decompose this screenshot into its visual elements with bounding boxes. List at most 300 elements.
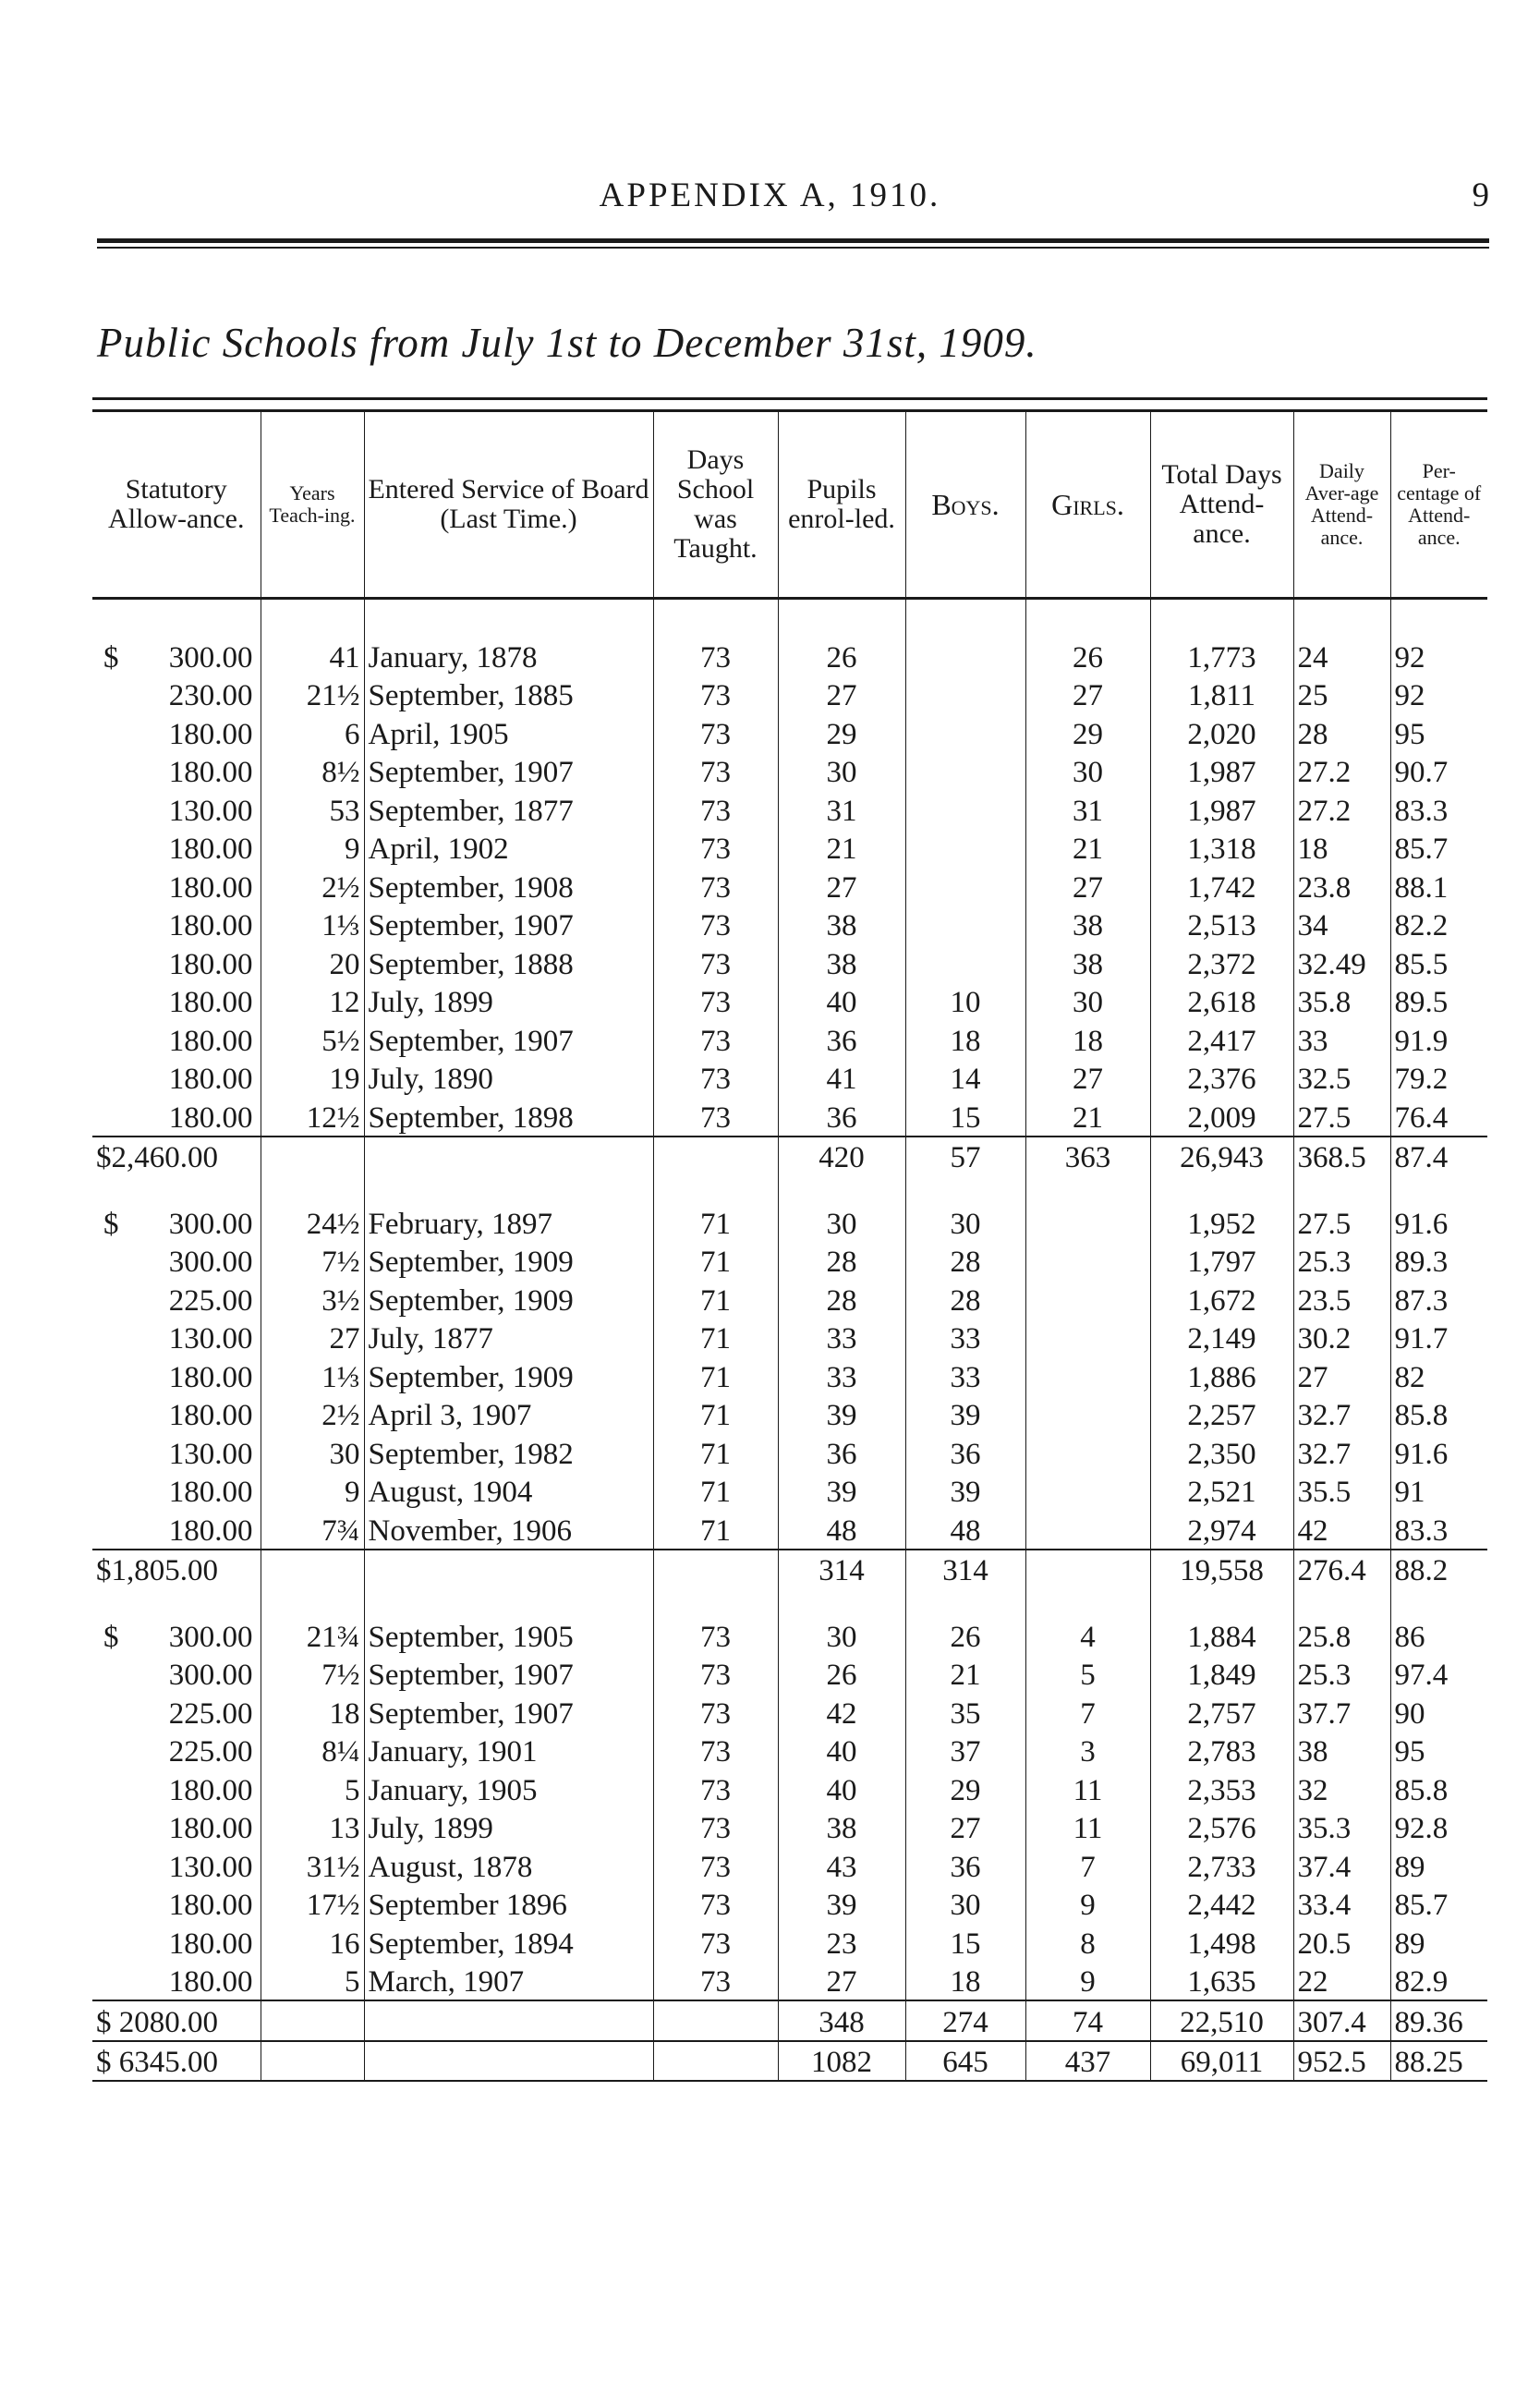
years-teaching: 9 <box>261 1472 364 1511</box>
statutory-allowance <box>92 829 261 868</box>
girls: 9 <box>1025 1962 1150 2001</box>
boys <box>905 906 1025 944</box>
percentage: 82 <box>1394 1360 1425 1394</box>
girls: 29 <box>1025 713 1150 752</box>
girls: 30 <box>1025 982 1150 1021</box>
girls: 8 <box>1025 1923 1150 1962</box>
boys: 21 <box>905 1655 1025 1694</box>
daily-average: 34 <box>1293 906 1390 944</box>
boys: 28 <box>905 1242 1025 1281</box>
total-pupils-enrolled: 348 <box>778 2000 905 2041</box>
total-days-attendance: 1,635 <box>1150 1962 1293 2001</box>
boys <box>905 829 1025 868</box>
statutory-allowance <box>92 1923 261 1962</box>
amount: 130.00 <box>168 1322 253 1355</box>
total-days-attendance: 2,372 <box>1150 943 1293 982</box>
years-teaching: 12½ <box>261 1097 364 1137</box>
years-teaching: 24½ <box>261 1203 364 1242</box>
total-days-attendance: 2,009 <box>1150 1097 1293 1137</box>
table-row <box>92 1433 1487 1472</box>
boys: 18 <box>905 1020 1025 1059</box>
schools-table-wrap <box>92 397 1487 2082</box>
pupils-enrolled: 30 <box>778 1616 905 1655</box>
total-days-attendance: 1,884 <box>1150 1616 1293 1655</box>
percentage: 85.5 <box>1394 947 1449 981</box>
days-taught: 73 <box>653 982 778 1021</box>
years-teaching: 7½ <box>261 1655 364 1694</box>
table-row <box>92 1655 1487 1694</box>
years-teaching: 1⅓ <box>261 906 364 944</box>
days-taught: 73 <box>653 1020 778 1059</box>
entered-service: September, 1907 <box>364 1693 653 1732</box>
table-row <box>92 1732 1487 1770</box>
table-row <box>92 1356 1487 1395</box>
amount: 130.00 <box>168 1437 253 1471</box>
total-days-attendance: 2,576 <box>1150 1808 1293 1847</box>
pupils-enrolled: 39 <box>778 1472 905 1511</box>
header-row <box>92 411 1487 599</box>
total-days-attendance: 1,672 <box>1150 1280 1293 1319</box>
years-teaching: 2½ <box>261 867 364 906</box>
days-taught: 73 <box>653 752 778 791</box>
statutory-allowance <box>92 1510 261 1550</box>
total-days-taught <box>653 1137 778 1176</box>
pupils-enrolled: 23 <box>778 1923 905 1962</box>
col-pupils-enrolled: Pupils enrol-led. <box>778 411 905 599</box>
table-row <box>92 1242 1487 1281</box>
girls: 26 <box>1025 637 1150 675</box>
daily-average: 33.4 <box>1293 1885 1390 1924</box>
boys <box>905 790 1025 829</box>
girls: 21 <box>1025 829 1150 868</box>
statutory-allowance <box>92 1808 261 1847</box>
amount: 180.00 <box>168 1927 253 1961</box>
boys <box>905 675 1025 714</box>
total-girls: 363 <box>1025 1137 1150 1176</box>
total-days-attendance: 2,521 <box>1150 1472 1293 1511</box>
days-taught: 73 <box>653 943 778 982</box>
percentage: 95 <box>1394 1735 1425 1769</box>
percentage: 88.1 <box>1394 870 1449 905</box>
dollar-sign: $ <box>103 640 119 675</box>
total-pupils-enrolled: 314 <box>778 1550 905 1589</box>
boys: 48 <box>905 1510 1025 1550</box>
amount: 180.00 <box>168 1812 253 1845</box>
table-row <box>92 906 1487 944</box>
pupils-enrolled: 38 <box>778 906 905 944</box>
table-row <box>92 1059 1487 1098</box>
years-teaching: 18 <box>261 1693 364 1732</box>
amount: 180.00 <box>168 833 253 866</box>
percentage: 76.4 <box>1394 1100 1449 1135</box>
total-days-attendance: 1,773 <box>1150 637 1293 675</box>
years-teaching: 30 <box>261 1433 364 1472</box>
years-teaching: 41 <box>261 637 364 675</box>
col-girls: Girls. <box>1025 411 1150 599</box>
days-taught: 73 <box>653 829 778 868</box>
percentage: 91.7 <box>1394 1322 1449 1355</box>
amount: 180.00 <box>168 986 253 1019</box>
years-teaching: 7¾ <box>261 1510 364 1550</box>
total-days-attendance: 2,757 <box>1150 1693 1293 1732</box>
entered-service: January, 1878 <box>364 637 653 675</box>
total-days-attendance: 2,783 <box>1150 1732 1293 1770</box>
days-taught: 73 <box>653 637 778 675</box>
pupils-enrolled: 41 <box>778 1059 905 1098</box>
total-days-attendance: 2,020 <box>1150 713 1293 752</box>
statutory-allowance <box>92 1280 261 1319</box>
daily-average: 23.5 <box>1293 1280 1390 1319</box>
days-taught: 73 <box>653 1769 778 1808</box>
days-taught: 73 <box>653 1808 778 1847</box>
table-row <box>92 1395 1487 1434</box>
total-daily-average: 276.4 <box>1293 1550 1390 1589</box>
boys: 27 <box>905 1808 1025 1847</box>
percentage: 89.5 <box>1394 986 1449 1019</box>
years-teaching: 21¾ <box>261 1616 364 1655</box>
percentage: 91.6 <box>1394 1437 1449 1471</box>
table-row <box>92 1319 1487 1357</box>
years-teaching: 1⅓ <box>261 1356 364 1395</box>
percentage: 97.4 <box>1394 1659 1449 1692</box>
schools-table <box>92 397 1487 2082</box>
entered-service: September, 1907 <box>364 752 653 791</box>
statutory-allowance <box>92 1356 261 1395</box>
total-days-taught <box>653 1550 778 1589</box>
entered-service: September, 1982 <box>364 1433 653 1472</box>
entered-service: September, 1907 <box>364 1020 653 1059</box>
percentage: 87.3 <box>1394 1283 1449 1318</box>
total-percentage: 88.25 <box>1390 2041 1487 2082</box>
table-body <box>92 599 1487 2082</box>
pupils-enrolled: 33 <box>778 1319 905 1357</box>
table-row <box>92 1962 1487 2001</box>
percentage: 85.7 <box>1394 833 1449 866</box>
total-days-attendance: 2,442 <box>1150 1885 1293 1924</box>
total-entered-service <box>364 1550 653 1589</box>
entered-service: November, 1906 <box>364 1510 653 1550</box>
total-daily-average: 952.5 <box>1293 2041 1390 2082</box>
daily-average: 35.3 <box>1293 1808 1390 1847</box>
page-header <box>0 176 1540 231</box>
pupils-enrolled: 39 <box>778 1395 905 1434</box>
statutory-allowance <box>92 1962 261 2001</box>
years-teaching: 20 <box>261 943 364 982</box>
girls: 11 <box>1025 1769 1150 1808</box>
girls: 38 <box>1025 943 1150 982</box>
col-days-taught: Days School was Taught. <box>653 411 778 599</box>
pupils-enrolled: 43 <box>778 1846 905 1885</box>
daily-average: 24 <box>1293 637 1390 675</box>
girls <box>1025 1472 1150 1511</box>
boys: 30 <box>905 1203 1025 1242</box>
daily-average: 27 <box>1293 1356 1390 1395</box>
days-taught: 71 <box>653 1242 778 1281</box>
total-days-attendance: 2,513 <box>1150 906 1293 944</box>
statutory-allowance <box>92 1242 261 1281</box>
amount: 300.00 <box>168 1620 253 1654</box>
days-taught: 73 <box>653 1059 778 1098</box>
total-days-attendance: 1,849 <box>1150 1655 1293 1694</box>
years-teaching: 5 <box>261 1962 364 2001</box>
days-taught: 73 <box>653 675 778 714</box>
girls: 30 <box>1025 752 1150 791</box>
table-row <box>92 1769 1487 1808</box>
pupils-enrolled: 31 <box>778 790 905 829</box>
pupils-enrolled: 38 <box>778 1808 905 1847</box>
total-days-taught <box>653 2000 778 2041</box>
years-teaching: 16 <box>261 1923 364 1962</box>
years-teaching: 19 <box>261 1059 364 1098</box>
total-days-attendance: 1,797 <box>1150 1242 1293 1281</box>
total-total-days-attendance: 19,558 <box>1150 1550 1293 1589</box>
girls <box>1025 1510 1150 1550</box>
statutory-allowance <box>92 1769 261 1808</box>
total-entered-service <box>364 2041 653 2082</box>
days-taught: 73 <box>653 713 778 752</box>
dollar-sign: $ <box>103 1620 119 1654</box>
girls: 5 <box>1025 1655 1150 1694</box>
days-taught: 73 <box>653 1732 778 1770</box>
entered-service: August, 1878 <box>364 1846 653 1885</box>
percentage: 83.3 <box>1394 794 1449 828</box>
dollar-sign: $ <box>103 1207 119 1241</box>
statutory-allowance <box>92 906 261 944</box>
total-total-days-attendance: 22,510 <box>1150 2000 1293 2041</box>
table-row <box>92 829 1487 868</box>
days-taught: 73 <box>653 1097 778 1137</box>
table-row <box>92 1808 1487 1847</box>
percentage: 85.8 <box>1394 1399 1449 1432</box>
pupils-enrolled: 42 <box>778 1693 905 1732</box>
table-row <box>92 713 1487 752</box>
years-teaching: 9 <box>261 829 364 868</box>
boys: 30 <box>905 1885 1025 1924</box>
total-total-days-attendance: 26,943 <box>1150 1137 1293 1176</box>
girls <box>1025 1356 1150 1395</box>
entered-service: January, 1905 <box>364 1769 653 1808</box>
entered-service: January, 1901 <box>364 1732 653 1770</box>
girls <box>1025 1203 1150 1242</box>
table-row <box>92 675 1487 714</box>
pupils-enrolled: 36 <box>778 1097 905 1137</box>
section-total-row <box>92 1137 1487 1176</box>
table-row <box>92 790 1487 829</box>
total-girls: 437 <box>1025 2041 1150 2082</box>
boys: 37 <box>905 1732 1025 1770</box>
total-days-attendance: 2,733 <box>1150 1846 1293 1885</box>
days-taught: 73 <box>653 1655 778 1694</box>
entered-service: March, 1907 <box>364 1962 653 2001</box>
total-days-attendance: 1,742 <box>1150 867 1293 906</box>
daily-average: 28 <box>1293 713 1390 752</box>
girls <box>1025 1242 1150 1281</box>
amount: 130.00 <box>168 1850 253 1884</box>
years-teaching: 2½ <box>261 1395 364 1434</box>
girls: 9 <box>1025 1885 1150 1924</box>
amount: 180.00 <box>168 1024 253 1058</box>
total-pupils-enrolled: 1082 <box>778 2041 905 2082</box>
amount: 180.00 <box>168 909 253 942</box>
statutory-allowance <box>92 943 261 982</box>
entered-service: September, 1885 <box>364 675 653 714</box>
daily-average: 27.2 <box>1293 790 1390 829</box>
years-teaching: 8¼ <box>261 1732 364 1770</box>
pupils-enrolled: 40 <box>778 982 905 1021</box>
pupils-enrolled: 21 <box>778 829 905 868</box>
boys: 10 <box>905 982 1025 1021</box>
amount: 300.00 <box>168 640 253 675</box>
table-head <box>92 399 1487 599</box>
total-pupils-enrolled: 420 <box>778 1137 905 1176</box>
entered-service: September, 1909 <box>364 1356 653 1395</box>
total-days-attendance: 1,987 <box>1150 752 1293 791</box>
years-teaching: 5½ <box>261 1020 364 1059</box>
entered-service: April, 1905 <box>364 713 653 752</box>
years-teaching: 12 <box>261 982 364 1021</box>
days-taught: 71 <box>653 1395 778 1434</box>
entered-service: July, 1890 <box>364 1059 653 1098</box>
boys: 18 <box>905 1962 1025 2001</box>
daily-average: 27.5 <box>1293 1097 1390 1137</box>
total-days-attendance: 2,417 <box>1150 1020 1293 1059</box>
table-row <box>92 1885 1487 1924</box>
days-taught: 73 <box>653 1693 778 1732</box>
boys: 15 <box>905 1923 1025 1962</box>
statutory-allowance <box>92 1693 261 1732</box>
boys: 36 <box>905 1433 1025 1472</box>
table-row <box>92 1097 1487 1137</box>
statutory-allowance <box>92 1097 261 1137</box>
statutory-allowance <box>92 675 261 714</box>
percentage: 82.9 <box>1394 1965 1449 1999</box>
section-total-row <box>92 2000 1487 2041</box>
days-taught: 71 <box>653 1433 778 1472</box>
girls <box>1025 1433 1150 1472</box>
days-taught: 73 <box>653 1923 778 1962</box>
amount: 180.00 <box>168 1360 253 1394</box>
entered-service: July, 1899 <box>364 982 653 1021</box>
col-percentage: Per-centage of Attend-ance. <box>1390 411 1487 599</box>
entered-service: September, 1888 <box>364 943 653 982</box>
boys: 33 <box>905 1319 1025 1357</box>
entered-service: September, 1909 <box>364 1280 653 1319</box>
amount: 180.00 <box>168 1399 253 1432</box>
daily-average: 27.2 <box>1293 752 1390 791</box>
boys: 28 <box>905 1280 1025 1319</box>
amount: 225.00 <box>168 1735 253 1769</box>
amount: 180.00 <box>168 756 253 789</box>
amount: 180.00 <box>168 1063 253 1096</box>
amount: 300.00 <box>168 1207 253 1241</box>
daily-average: 37.4 <box>1293 1846 1390 1885</box>
amount: 130.00 <box>168 794 253 828</box>
pupils-enrolled: 36 <box>778 1020 905 1059</box>
pupils-enrolled: 27 <box>778 675 905 714</box>
years-teaching: 31½ <box>261 1846 364 1885</box>
table-row <box>92 637 1487 675</box>
total-years-teaching <box>261 2041 364 2082</box>
total-girls <box>1025 1550 1150 1589</box>
statutory-allowance <box>92 752 261 791</box>
table-row <box>92 1510 1487 1550</box>
daily-average: 30.2 <box>1293 1319 1390 1357</box>
pupils-enrolled: 40 <box>778 1769 905 1808</box>
years-teaching: 27 <box>261 1319 364 1357</box>
total-years-teaching <box>261 2000 364 2041</box>
daily-average: 32 <box>1293 1769 1390 1808</box>
amount: 180.00 <box>168 1513 253 1548</box>
daily-average: 32.7 <box>1293 1395 1390 1434</box>
pupils-enrolled: 40 <box>778 1732 905 1770</box>
entered-service: February, 1897 <box>364 1203 653 1242</box>
years-teaching: 8½ <box>261 752 364 791</box>
pupils-enrolled: 26 <box>778 637 905 675</box>
pupils-enrolled: 33 <box>778 1356 905 1395</box>
total-entered-service <box>364 2000 653 2041</box>
days-taught: 73 <box>653 906 778 944</box>
total-daily-average: 307.4 <box>1293 2000 1390 2041</box>
percentage: 92.8 <box>1394 1812 1449 1845</box>
percentage: 92 <box>1394 640 1425 675</box>
days-taught: 71 <box>653 1472 778 1511</box>
pupils-enrolled: 38 <box>778 943 905 982</box>
col-entered-service: Entered Service of Board (Last Time.) <box>364 411 653 599</box>
daily-average: 37.7 <box>1293 1693 1390 1732</box>
statutory-allowance <box>92 1319 261 1357</box>
table-row <box>92 867 1487 906</box>
daily-average: 32.5 <box>1293 1059 1390 1098</box>
percentage: 90.7 <box>1394 756 1449 789</box>
percentage: 82.2 <box>1394 909 1449 942</box>
statutory-allowance <box>92 1885 261 1924</box>
percentage: 91.9 <box>1394 1024 1449 1058</box>
statutory-allowance <box>92 1472 261 1511</box>
entered-service: September, 1894 <box>364 1923 653 1962</box>
days-taught: 73 <box>653 1962 778 2001</box>
years-teaching: 17½ <box>261 1885 364 1924</box>
statutory-allowance <box>92 1059 261 1098</box>
header-rule-thick <box>97 238 1489 243</box>
statutory-allowance <box>92 713 261 752</box>
statutory-allowance <box>92 1020 261 1059</box>
total-days-attendance: 1,987 <box>1150 790 1293 829</box>
col-daily-average: Daily Aver-age Attend-ance. <box>1293 411 1390 599</box>
statutory-allowance <box>92 790 261 829</box>
days-taught: 73 <box>653 1616 778 1655</box>
amount: 180.00 <box>168 870 253 905</box>
days-taught: 73 <box>653 1846 778 1885</box>
boys: 36 <box>905 1846 1025 1885</box>
girls: 31 <box>1025 790 1150 829</box>
pupils-enrolled: 28 <box>778 1280 905 1319</box>
daily-average: 42 <box>1293 1510 1390 1550</box>
days-taught: 73 <box>653 1885 778 1924</box>
percentage: 92 <box>1394 679 1425 712</box>
girls: 4 <box>1025 1616 1150 1655</box>
boys: 29 <box>905 1769 1025 1808</box>
table-row <box>92 1203 1487 1242</box>
pupils-enrolled: 30 <box>778 752 905 791</box>
statutory-allowance <box>92 637 261 675</box>
table-row <box>92 1020 1487 1059</box>
total-percentage: 88.2 <box>1390 1550 1487 1589</box>
table-row <box>92 1923 1487 1962</box>
pupils-enrolled: 27 <box>778 1962 905 2001</box>
total-days-attendance: 2,353 <box>1150 1769 1293 1808</box>
pupils-enrolled: 26 <box>778 1655 905 1694</box>
days-taught: 73 <box>653 867 778 906</box>
